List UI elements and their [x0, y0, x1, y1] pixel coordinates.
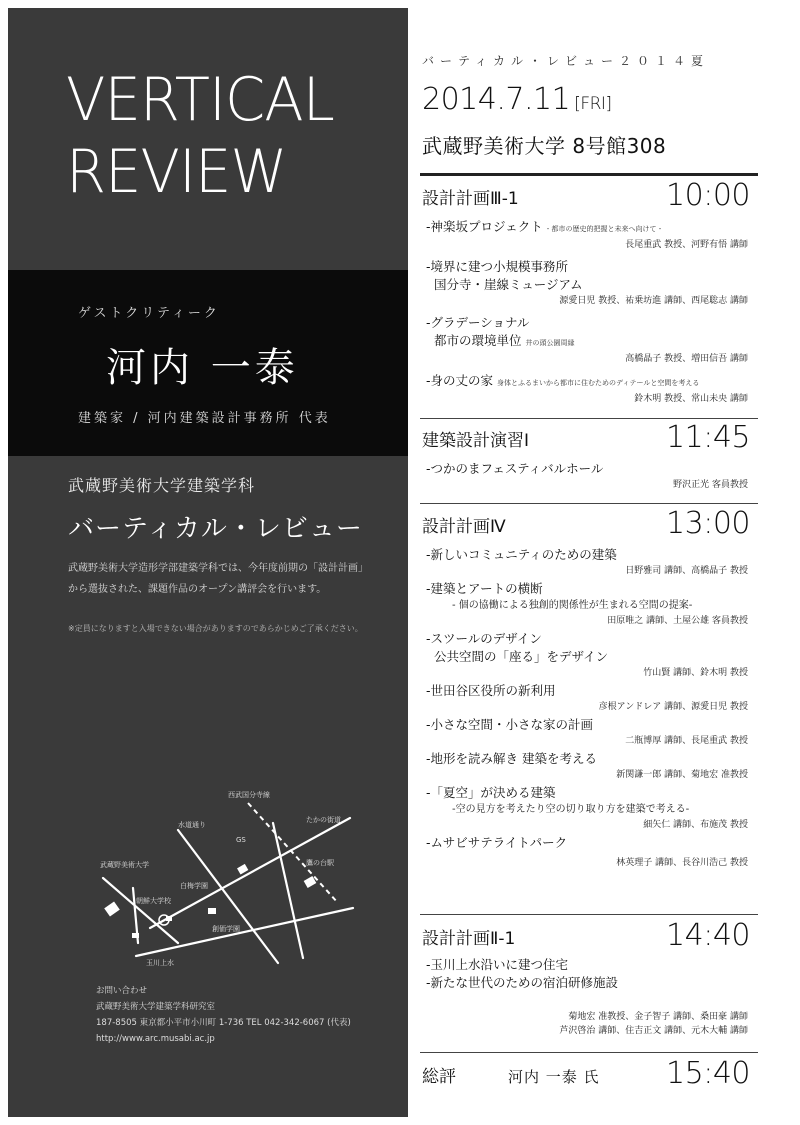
program-entry	[420, 258, 758, 308]
schedule-section	[420, 180, 758, 406]
entry-critics: 二瓶博厚 講師、長尾重武 教授	[625, 736, 748, 746]
section-time: 11:45	[666, 420, 750, 455]
title-line-2: REVIEW	[66, 137, 287, 207]
program-entry	[420, 630, 758, 680]
guest-label: ゲストクリティーク	[78, 306, 220, 321]
entry-title: -神楽坂プロジェクト	[426, 219, 543, 234]
entry-title-line2: 都市の環境単位	[434, 333, 522, 348]
entry-title: -新しいコミュニティのための建築	[426, 547, 617, 562]
program-entry	[420, 218, 758, 252]
contact-heading: お問い合わせ	[96, 986, 148, 996]
map-roads	[88, 778, 368, 978]
schedule-section	[420, 508, 758, 870]
map-label-tamagawa: 玉川上水	[146, 959, 174, 967]
section-title: 設計計画Ⅳ	[422, 517, 506, 537]
poster-title	[66, 64, 345, 208]
left-panel	[8, 8, 408, 1117]
program-entry	[420, 956, 758, 974]
entry-critics: 日野雅司 講師、高橋晶子 教授	[625, 566, 748, 576]
entry-note: - 都市の歴史的把握と未来へ向けて -	[546, 225, 662, 233]
entry-title: -ムサビサテライトパーク	[426, 835, 568, 850]
map-label-gs: GS	[236, 836, 246, 844]
section-title: 設計計画Ⅲ-1	[422, 189, 519, 209]
program-entry	[420, 460, 758, 492]
map-label-sozo: 創価学園	[212, 925, 240, 933]
entry-critics: 田原唯之 講師、土屋公雄 客員教授	[607, 616, 748, 626]
entry-title-line2: 国分寺・崖線ミュージアム	[434, 277, 583, 292]
entry-title: -世田谷区役所の新利用	[426, 683, 556, 698]
description-line-1: 武蔵野美術大学造形学部建築学科では、今年度前期の「設計計画」	[68, 563, 368, 574]
contact-address: 187-8505 東京都小平市小川町 1-736 TEL 042-342-6067 (代表)	[96, 1018, 351, 1028]
contact-info	[96, 983, 351, 1047]
program-entry	[420, 580, 758, 628]
entry-critics: 鈴木明 教授、常山未央 講師	[634, 394, 748, 404]
event-name: バーティカル・レビュー	[68, 514, 363, 544]
entry-critics: 林英理子 講師、長谷川浩己 教授	[616, 858, 748, 868]
entry-note: 身体とふるまいから都市に住むためのディテールと空間を考える	[497, 379, 700, 387]
entry-critics: 新関謙一郎 講師、菊地宏 准教授	[616, 770, 748, 780]
entry-title: -小さな空間・小さな家の計画	[426, 717, 594, 732]
section-time: 13:00	[666, 506, 750, 541]
guest-critic-block	[8, 270, 408, 456]
map-label-takanodai-station: 鷹の台駅	[306, 859, 334, 867]
guest-name: 河内 一泰	[106, 345, 299, 391]
entry-critics: 細矢仁 講師、布施茂 教授	[643, 820, 748, 830]
map-label-takanodai-road: たかの街道	[306, 816, 341, 824]
entry-critics: 長尾重武 教授、河野有悟 講師	[625, 240, 748, 250]
description-line-2: から選抜された、課題作品のオープン講評会を行います。	[68, 584, 327, 595]
entry-title: -玉川上水沿いに建つ住宅	[426, 957, 569, 972]
entry-title: -境界に建つ小規模事務所	[426, 259, 569, 274]
final-title: 総評	[422, 1067, 456, 1087]
schedule-panel	[420, 0, 760, 1125]
section-divider	[420, 418, 758, 419]
section-divider	[420, 1052, 758, 1053]
entry-critics-line2: 芦沢啓治 講師、住吉正文 講師、元木大輔 講師	[559, 1026, 748, 1036]
contact-url[interactable]: http://www.arc.musabi.ac.jp	[96, 1034, 215, 1044]
event-date	[422, 82, 612, 117]
weekday: [FRI]	[574, 94, 612, 114]
program-entry	[420, 784, 758, 832]
title-line-1: VERTICAL	[66, 65, 334, 135]
final-time: 15:40	[666, 1056, 750, 1091]
entry-title: -つかのまフェスティバルホール	[426, 461, 604, 476]
entry-title: -スツールのデザイン	[426, 631, 542, 646]
entry-note: 井の頭公園周縁	[525, 339, 575, 347]
section-time: 14:40	[666, 918, 750, 953]
entry-title: -新たな世代のための宿泊研修施設	[426, 975, 619, 990]
entry-subtitle: - 個の協働による独創的関係性が生まれる空間の提案-	[452, 600, 693, 611]
entry-subtitle: -空の見方を考えたり空の切り取り方を建築で考える-	[452, 804, 690, 815]
section-title: 設計計画Ⅱ-1	[422, 929, 516, 949]
entry-title: -「夏空」が決める建築	[426, 785, 556, 800]
top-divider	[420, 173, 758, 176]
entry-critics: 竹山賢 講師、鈴木明 教授	[643, 668, 748, 678]
section-title: 建築設計演習Ⅰ	[422, 431, 530, 451]
schedule-section	[420, 422, 758, 492]
guest-role: 建築家 / 河内建築設計事務所 代表	[78, 411, 331, 426]
schedule-section	[420, 920, 758, 1038]
section-divider	[420, 503, 758, 504]
map-label-suido: 水道通り	[178, 821, 206, 829]
program-entry	[420, 546, 758, 578]
entry-title: -建築とアートの横断	[426, 581, 543, 596]
program-entry	[420, 682, 758, 714]
map-label-chosen: 朝鮮大学校	[136, 897, 171, 905]
entry-critics: 高橋晶子 教授、増田信吾 講師	[625, 354, 748, 364]
event-description	[68, 558, 398, 600]
section-time: 10:00	[666, 178, 750, 213]
section-divider	[420, 914, 758, 915]
venue: 武蔵野美術大学 8号館308	[422, 134, 667, 158]
program-entry	[420, 716, 758, 748]
entry-critics: 野沢正光 客員教授	[673, 480, 748, 490]
entry-title: -身の丈の家	[426, 373, 494, 388]
program-entry	[420, 834, 758, 870]
final-guest: 河内 一泰 氏	[508, 1068, 600, 1086]
event-subtitle: バーティカル・レビュー２０１４夏	[422, 54, 710, 68]
entry-critics: 彦根アンドレア 講師、源愛日児 教授	[598, 702, 748, 712]
entry-critics: 菊地宏 准教授、金子智子 講師、桑田豪 講師	[568, 1012, 748, 1022]
program-entry	[420, 314, 758, 366]
final-review-section	[420, 1058, 758, 1090]
map-label-musabi: 武蔵野美術大学	[100, 861, 149, 869]
entry-title: -グラデーショナル	[426, 315, 530, 330]
admission-note: ※定員になりますと入場できない場合がありますのであらかじめご了承ください。	[68, 624, 363, 633]
access-map	[88, 778, 368, 978]
date-value: 2014.7.11	[422, 82, 571, 117]
map-label-seibu-line: 西武国分寺線	[228, 791, 270, 799]
contact-office: 武蔵野美術大学建築学科研究室	[96, 1002, 216, 1012]
entry-title-line2: 公共空間の「座る」をデザイン	[434, 649, 609, 664]
entry-title: -地形を読み解き 建築を考える	[426, 751, 597, 766]
entry-critics: 源愛日児 教授、祐乗坊進 講師、西尾聡志 講師	[559, 296, 748, 306]
program-entry	[420, 974, 758, 1038]
program-entry	[420, 750, 758, 782]
map-label-hakuo: 白梅学園	[180, 882, 208, 890]
department-name: 武蔵野美術大学建築学科	[68, 476, 256, 495]
program-entry	[420, 372, 758, 406]
